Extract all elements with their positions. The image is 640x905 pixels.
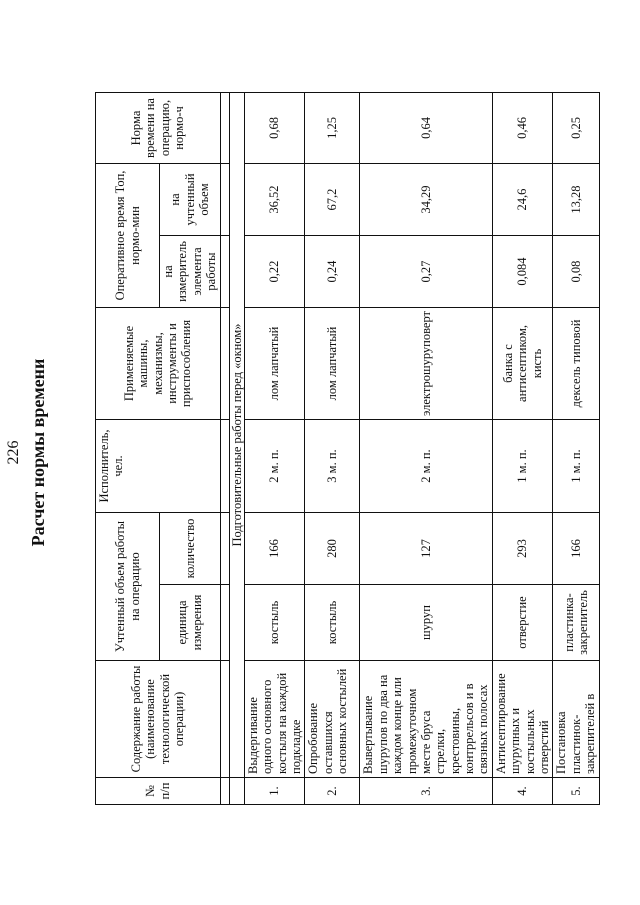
row-executor: 2 м. п. [244, 420, 305, 513]
document-title: Расчет нормы времени [28, 358, 48, 547]
row-per-volume: 34,29 [360, 163, 492, 235]
header-volume-group: Учтенный объем работы на операцию [96, 513, 160, 661]
row-content: Опробование оставшихся основных костылей [305, 661, 360, 778]
row-machines: банка с антисептиком, кисть [492, 308, 553, 420]
row-unit: шуруп [360, 585, 492, 661]
norm-table [95, 92, 600, 805]
page-number: 226 [5, 440, 22, 465]
row-quantity: 127 [360, 513, 492, 585]
row-per-unit: 0,22 [244, 236, 305, 308]
row-num: 1. [244, 778, 305, 805]
row-executor: 2 м. п. [360, 420, 492, 513]
header-optime-group: Оперативное время Топ, нормо-мин [96, 163, 160, 307]
row-machines: лом лапчатый [244, 308, 305, 420]
row-per-unit: 0,08 [553, 236, 600, 308]
row-quantity: 280 [305, 513, 360, 585]
row-per-unit: 0,27 [360, 236, 492, 308]
row-quantity: 293 [492, 513, 553, 585]
row-per-volume: 13,28 [553, 163, 600, 235]
row-content: Антисептирование шурупных и костыльных отверстий [492, 661, 553, 778]
row-machines: дексель типовой [553, 308, 600, 420]
row-num: 5. [553, 778, 600, 805]
row-per-volume: 24,6 [492, 163, 553, 235]
row-num: 3. [360, 778, 492, 805]
row-quantity: 166 [553, 513, 600, 585]
row-num: 2. [305, 778, 360, 805]
table-row [305, 92, 360, 804]
column-number-row [220, 92, 229, 804]
row-executor: 1 м. п. [492, 420, 553, 513]
row-norm: 0,46 [492, 92, 553, 163]
section-title: Подготовительные работы перед «окном» [229, 92, 244, 777]
row-content: Выдергивание одного основного костыля на каждой подкладке [244, 661, 305, 778]
row-num: 4. [492, 778, 553, 805]
row-norm: 0,25 [553, 92, 600, 163]
header-executor: Исполнитель, чел. [96, 420, 221, 513]
row-machines: электрошуруповерт [360, 308, 492, 420]
header-row-1 [96, 92, 160, 804]
table-row [244, 92, 305, 804]
row-quantity: 166 [244, 513, 305, 585]
row-norm: 1,25 [305, 92, 360, 163]
row-norm: 0,68 [244, 92, 305, 163]
header-quantity: количество [160, 513, 221, 585]
section-row [229, 92, 244, 804]
header-norm: Норма времени на операцию, нормо-ч [96, 92, 221, 163]
table-row [492, 92, 553, 804]
row-per-unit: 0,24 [305, 236, 360, 308]
table-row [360, 92, 492, 804]
row-content: Вывертывание шурупов по два на каждом конце или промежуточном месте бруса стрелки, крестовины, контррельсов и в связных полосах [360, 661, 492, 778]
row-machines: лом лапчатый [305, 308, 360, 420]
row-unit: отверстие [492, 585, 553, 661]
table-row [553, 92, 600, 804]
row-executor: 3 м. п. [305, 420, 360, 513]
header-content: Содержание работы (наименование технологической операции) [96, 661, 221, 778]
row-executor: 1 м. п. [553, 420, 600, 513]
row-unit: пластинка-закрепитель [553, 585, 600, 661]
row-per-unit: 0,084 [492, 236, 553, 308]
row-norm: 0,64 [360, 92, 492, 163]
header-per-volume: на учтенный объем [160, 163, 221, 235]
row-per-volume: 36,52 [244, 163, 305, 235]
header-unit: единица измерения [160, 585, 221, 661]
row-content: Постановка пластинок-закрепителей в [553, 661, 600, 778]
header-machines: Применяемые машины, механизмы, инструменты и приспособления [96, 308, 221, 420]
header-num: № п/п [96, 778, 221, 805]
header-per-unit: на измеритель элемента работы [160, 236, 221, 308]
row-per-volume: 67,2 [305, 163, 360, 235]
row-unit: костыль [305, 585, 360, 661]
row-unit: костыль [244, 585, 305, 661]
